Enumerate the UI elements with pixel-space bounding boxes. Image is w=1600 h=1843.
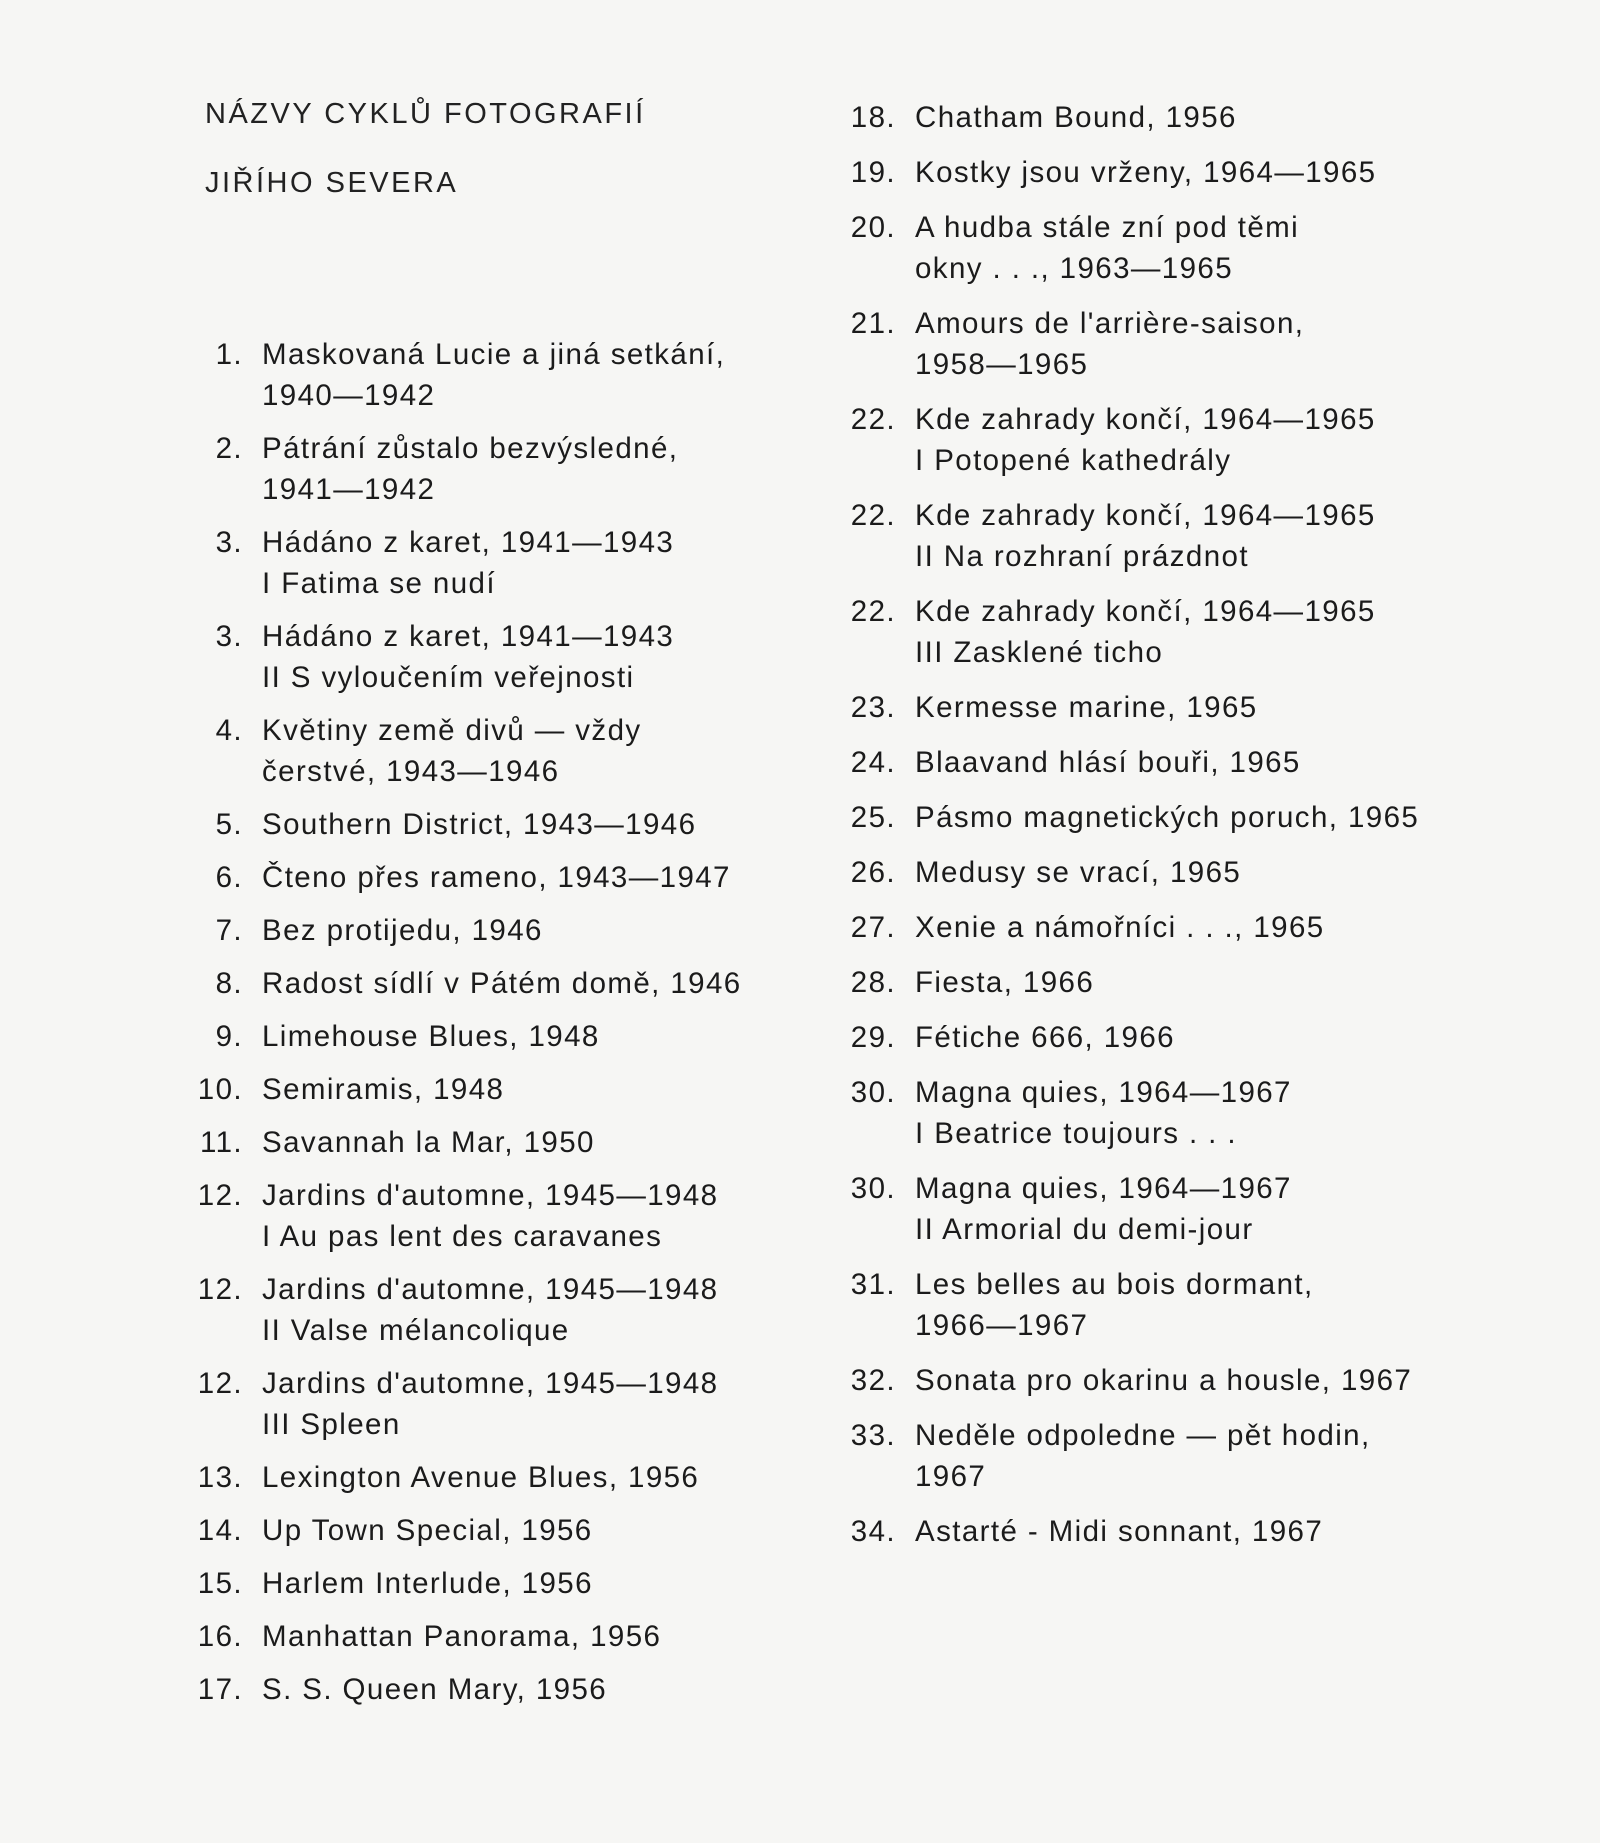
item-title: Kde zahrady končí, 1964—1965: [915, 595, 1376, 628]
page-title-line-2: JIŘÍHO SEVERA: [205, 167, 459, 199]
item-number: 8.: [215, 967, 243, 1000]
item-title: Kde zahrady končí, 1964—1965: [915, 403, 1376, 436]
item-subtitle: 1941—1942: [262, 473, 436, 506]
item-title: Up Town Special, 1956: [262, 1514, 593, 1547]
list-item: [848, 907, 1548, 948]
item-subtitle: 1967: [915, 1460, 987, 1493]
item-number: 6.: [215, 861, 243, 894]
list-item: [195, 1563, 795, 1604]
item-subtitle: II S vyloučením veřejnosti: [262, 661, 635, 694]
item-number: 13.: [197, 1461, 243, 1494]
item-title: Limehouse Blues, 1948: [262, 1020, 600, 1053]
item-subtitle: III Zasklené ticho: [915, 636, 1164, 669]
item-title: Magna quies, 1964—1967: [915, 1076, 1292, 1109]
item-title: S. S. Queen Mary, 1956: [262, 1673, 608, 1706]
list-item: [848, 1072, 1548, 1154]
item-number: 19.: [850, 156, 896, 189]
list-item: [848, 1168, 1548, 1250]
list-item: [848, 1017, 1548, 1058]
item-title: Magna quies, 1964—1967: [915, 1172, 1292, 1205]
list-item: [848, 495, 1548, 577]
item-number: 2.: [215, 432, 243, 465]
list-item: [195, 1616, 795, 1657]
item-number: 5.: [215, 808, 243, 841]
item-subtitle: I Au pas lent des caravanes: [262, 1220, 663, 1253]
item-number: 4.: [215, 714, 243, 747]
item-subtitle: 1958—1965: [915, 348, 1089, 381]
item-title: Medusy se vrací, 1965: [915, 856, 1242, 889]
item-number: 21.: [850, 307, 896, 340]
list-item: [848, 797, 1548, 838]
item-title: Radost sídlí v Pátém domě, 1946: [262, 967, 742, 1000]
list-item: [195, 334, 795, 416]
item-title: Chatham Bound, 1956: [915, 101, 1237, 134]
item-number: 32.: [850, 1364, 896, 1397]
item-subtitle: I Beatrice toujours . . .: [915, 1117, 1237, 1150]
list-item: [848, 687, 1548, 728]
list-item: [848, 591, 1548, 673]
list-item: [195, 1175, 795, 1257]
list-item: [848, 97, 1548, 138]
list-item: [848, 1511, 1548, 1552]
item-number: 14.: [197, 1514, 243, 1547]
list-item: [848, 742, 1548, 783]
list-item: [848, 1415, 1548, 1497]
item-number: 23.: [850, 691, 896, 724]
item-title: Lexington Avenue Blues, 1956: [262, 1461, 700, 1494]
item-subtitle: 1966—1967: [915, 1309, 1089, 1342]
list-item: [195, 616, 795, 698]
item-subtitle: II Armorial du demi-jour: [915, 1213, 1254, 1246]
list-item: [195, 963, 795, 1004]
item-number: 12.: [197, 1179, 243, 1212]
item-title: Maskovaná Lucie a jiná setkání,: [262, 338, 726, 371]
list-item: [848, 1360, 1548, 1401]
item-subtitle: 1940—1942: [262, 379, 436, 412]
item-title: Blaavand hlásí bouři, 1965: [915, 746, 1301, 779]
item-title: Hádáno z karet, 1941—1943: [262, 526, 675, 559]
item-number: 3.: [215, 526, 243, 559]
list-item: [195, 522, 795, 604]
list-item: [848, 1264, 1548, 1346]
item-number: 20.: [850, 211, 896, 244]
item-title: Harlem Interlude, 1956: [262, 1567, 593, 1600]
item-subtitle: II Na rozhraní prázdnot: [915, 540, 1249, 573]
item-number: 16.: [197, 1620, 243, 1653]
item-subtitle: I Potopené kathedrály: [915, 444, 1232, 477]
item-number: 28.: [850, 966, 896, 999]
item-number: 22.: [850, 595, 896, 628]
list-item: [848, 962, 1548, 1003]
item-subtitle: I Fatima se nudí: [262, 567, 496, 600]
item-subtitle: III Spleen: [262, 1408, 401, 1441]
list-item: [195, 1122, 795, 1163]
item-title: Čteno přes rameno, 1943—1947: [262, 861, 731, 894]
item-title: Neděle odpoledne — pět hodin,: [915, 1419, 1371, 1452]
item-title: Sonata pro okarinu a housle, 1967: [915, 1364, 1413, 1397]
item-number: 33.: [850, 1419, 896, 1452]
item-title: Kde zahrady končí, 1964—1965: [915, 499, 1376, 532]
list-item: [195, 1669, 795, 1710]
item-title: Jardins d'automne, 1945—1948: [262, 1367, 719, 1400]
item-title: Savannah la Mar, 1950: [262, 1126, 595, 1159]
item-number: 3.: [215, 620, 243, 653]
list-item: [195, 1363, 795, 1445]
item-title: Pátrání zůstalo bezvýsledné,: [262, 432, 679, 465]
item-title: Hádáno z karet, 1941—1943: [262, 620, 675, 653]
list-item: [848, 399, 1548, 481]
item-title: A hudba stále zní pod těmi: [915, 211, 1300, 244]
item-subtitle: II Valse mélancolique: [262, 1314, 570, 1347]
list-item: [195, 1510, 795, 1551]
item-title: Fétiche 666, 1966: [915, 1021, 1175, 1054]
item-title: Kostky jsou vrženy, 1964—1965: [915, 156, 1377, 189]
item-number: 15.: [197, 1567, 243, 1600]
item-title: Bez protijedu, 1946: [262, 914, 543, 947]
item-title: Jardins d'automne, 1945—1948: [262, 1179, 719, 1212]
item-subtitle: okny . . ., 1963—1965: [915, 252, 1234, 285]
item-number: 27.: [850, 911, 896, 944]
item-title: Fiesta, 1966: [915, 966, 1095, 999]
item-number: 18.: [850, 101, 896, 134]
item-title: Xenie a námořníci . . ., 1965: [915, 911, 1325, 944]
right-column-list: [848, 97, 1548, 1552]
item-title: Amours de l'arrière-saison,: [915, 307, 1305, 340]
item-subtitle: čerstvé, 1943—1946: [262, 755, 560, 788]
item-number: 22.: [850, 499, 896, 532]
item-number: 30.: [850, 1172, 896, 1205]
item-number: 10.: [197, 1073, 243, 1106]
list-item: [195, 804, 795, 845]
list-item: [848, 852, 1548, 893]
item-number: 22.: [850, 403, 896, 436]
list-item: [195, 1269, 795, 1351]
item-number: 12.: [197, 1367, 243, 1400]
item-number: 24.: [850, 746, 896, 779]
item-number: 9.: [215, 1020, 243, 1053]
item-number: 11.: [199, 1126, 243, 1159]
item-title: Southern District, 1943—1946: [262, 808, 697, 841]
list-item: [195, 910, 795, 951]
item-number: 25.: [850, 801, 896, 834]
list-item: [195, 1016, 795, 1057]
item-title: Květiny země divů — vždy: [262, 714, 642, 747]
list-item: [195, 1069, 795, 1110]
list-item: [195, 1457, 795, 1498]
item-title: Manhattan Panorama, 1956: [262, 1620, 662, 1653]
left-column-list: [195, 334, 795, 1710]
item-title: Pásmo magnetických poruch, 1965: [915, 801, 1420, 834]
item-number: 34.: [850, 1515, 896, 1548]
item-number: 31.: [850, 1268, 896, 1301]
list-item: [848, 303, 1548, 385]
item-title: Jardins d'automne, 1945—1948: [262, 1273, 719, 1306]
item-title: Les belles au bois dormant,: [915, 1268, 1314, 1301]
item-number: 12.: [197, 1273, 243, 1306]
item-number: 17.: [197, 1673, 243, 1706]
item-title: Semiramis, 1948: [262, 1073, 505, 1106]
item-title: Kermesse marine, 1965: [915, 691, 1258, 724]
page-title-line-1: NÁZVY CYKLŮ FOTOGRAFIÍ: [205, 98, 646, 130]
item-number: 29.: [850, 1021, 896, 1054]
item-number: 26.: [850, 856, 896, 889]
list-item: [195, 428, 795, 510]
list-item: [848, 152, 1548, 193]
list-item: [195, 857, 795, 898]
item-number: 1.: [215, 338, 243, 371]
item-number: 7.: [215, 914, 243, 947]
item-title: Astarté - Midi sonnant, 1967: [915, 1515, 1324, 1548]
item-number: 30.: [850, 1076, 896, 1109]
list-item: [848, 207, 1548, 289]
list-item: [195, 710, 795, 792]
